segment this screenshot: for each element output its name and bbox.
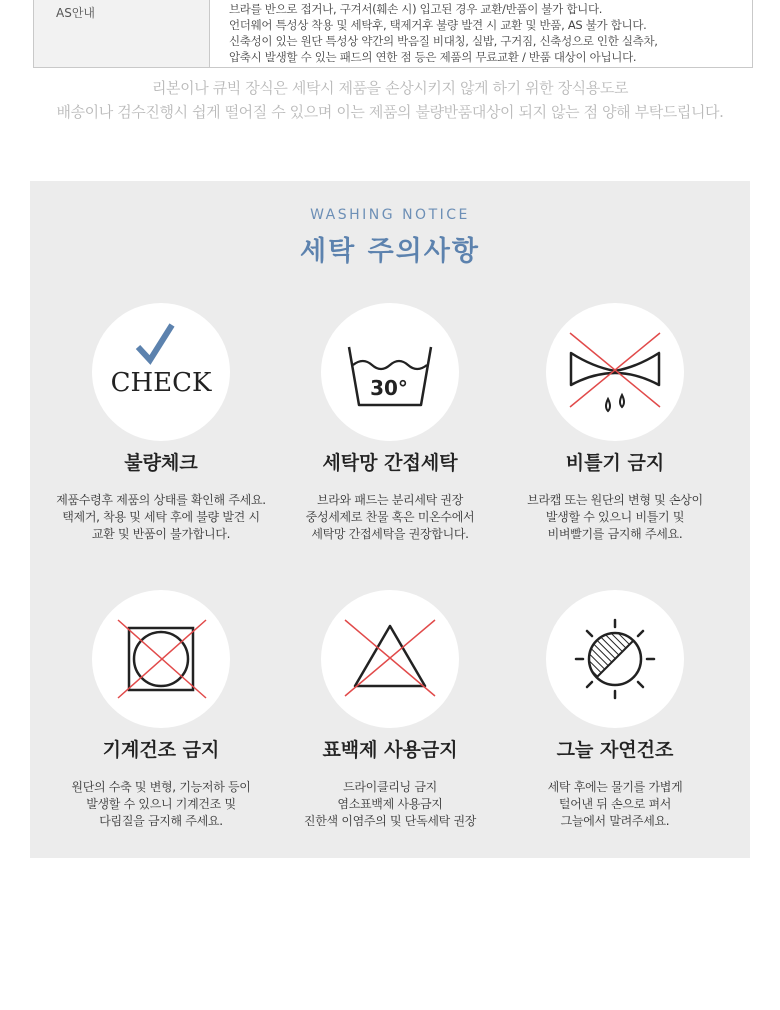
washing-item-title: 세탁망 간접세탁 bbox=[322, 452, 458, 474]
washing-item-desc bbox=[500, 492, 730, 543]
desc-line: 털어낸 뒤 손으로 펴서 bbox=[558, 797, 672, 811]
check-icon bbox=[92, 303, 230, 441]
decoration-notice-line: 배송이나 검수진행시 쉽게 떨어질 수 있으며 이는 제품의 불량반품대상이 되지 않는 점 양해 부탁드립니다. bbox=[56, 103, 724, 121]
washing-notice-panel bbox=[30, 181, 750, 858]
washing-item-desc bbox=[46, 492, 276, 543]
desc-line: 택제거, 착용 및 세탁 후에 불량 발견 시 bbox=[62, 510, 260, 524]
washing-title-ko: 세탁 주의사항 bbox=[300, 236, 480, 267]
desc-line: 원단의 수축 및 변형, 기능저하 등이 bbox=[71, 780, 251, 794]
desc-line: 세탁망 간접세탁을 권장합니다. bbox=[311, 527, 469, 541]
washing-title-en: WASHING NOTICE bbox=[310, 207, 470, 223]
wash-30-icon bbox=[321, 303, 459, 441]
washing-item-desc bbox=[275, 492, 505, 543]
washing-item-shade-dry bbox=[500, 590, 730, 830]
desc-line: 중성세제로 찬물 혹은 미온수에서 bbox=[305, 510, 475, 524]
desc-line: 발생할 수 있으니 기계건조 및 bbox=[86, 797, 236, 811]
washing-item-desc bbox=[46, 779, 276, 830]
desc-line: 비벼빨기를 금지해 주세요. bbox=[547, 527, 683, 541]
desc-line: 드라이클리닝 금지 bbox=[343, 780, 437, 794]
no-bleach-icon bbox=[321, 590, 459, 728]
washing-item-desc bbox=[500, 779, 730, 830]
washing-item-no-tumble-dry bbox=[46, 590, 276, 830]
no-tumble-dry-icon bbox=[92, 590, 230, 728]
decoration-notice bbox=[0, 76, 780, 124]
washing-item-title: 그늘 자연건조 bbox=[556, 739, 674, 761]
as-info-label: AS안내 bbox=[34, 0, 210, 67]
desc-line: 진한색 이염주의 및 단독세탁 권장 bbox=[303, 814, 477, 828]
desc-line: 브라캡 또는 원단의 변형 및 손상이 bbox=[527, 493, 703, 507]
desc-line: 발생할 수 있으니 비틀기 및 bbox=[545, 510, 685, 524]
as-info-line: 브라를 반으로 접거나, 구겨서(훼손 시) 입고된 경우 교환/반품이 불가 합니다. bbox=[229, 2, 603, 16]
washing-item-check bbox=[46, 303, 276, 543]
desc-line: 그늘에서 말려주세요. bbox=[560, 814, 670, 828]
wash-temp-text: 30° bbox=[370, 376, 408, 400]
shade-dry-icon bbox=[546, 590, 684, 728]
as-info-table bbox=[33, 0, 753, 68]
as-info-line: 신축성이 있는 원단 특성상 약간의 박음질 비대칭, 실밥, 구거짐, 신축성으로 인한 실측차, bbox=[229, 34, 658, 48]
desc-line: 세탁 후에는 물기를 가볍게 bbox=[547, 780, 683, 794]
washing-item-title: 불량체크 bbox=[124, 452, 198, 474]
washing-item-title: 표백제 사용금지 bbox=[322, 739, 458, 761]
washing-item-desc bbox=[275, 779, 505, 830]
no-wring-icon bbox=[546, 303, 684, 441]
washing-item-title: 기계건조 금지 bbox=[102, 739, 220, 761]
desc-line: 제품수령후 제품의 상태를 확인해 주세요. bbox=[56, 493, 266, 507]
desc-line: 교환 및 반품이 불가합니다. bbox=[91, 527, 231, 541]
as-info-line: 압축시 발생할 수 있는 패드의 연한 점 등은 제품의 무료교환 / 반품 대상이 아닙니다. bbox=[229, 50, 637, 64]
washing-item-wash bbox=[275, 303, 505, 543]
check-icon-text: CHECK bbox=[110, 368, 212, 398]
as-info-line: 언더웨어 특성상 착용 및 세탁후, 택제거후 불량 발견 시 교환 및 반품, AS 불가 합니다. bbox=[229, 18, 647, 32]
washing-item-no-bleach bbox=[275, 590, 505, 830]
desc-line: 다림질을 금지해 주세요. bbox=[99, 814, 223, 828]
decoration-notice-line: 리본이나 큐빅 장식은 세탁시 제품을 손상시키지 않게 하기 위한 장식용도로 bbox=[151, 79, 629, 97]
washing-item-no-wring bbox=[500, 303, 730, 543]
as-info-body bbox=[210, 0, 752, 67]
washing-item-title: 비틀기 금지 bbox=[565, 452, 665, 474]
desc-line: 브라와 패드는 분리세탁 권장 bbox=[316, 493, 464, 507]
desc-line: 염소표백제 사용금지 bbox=[337, 797, 443, 811]
